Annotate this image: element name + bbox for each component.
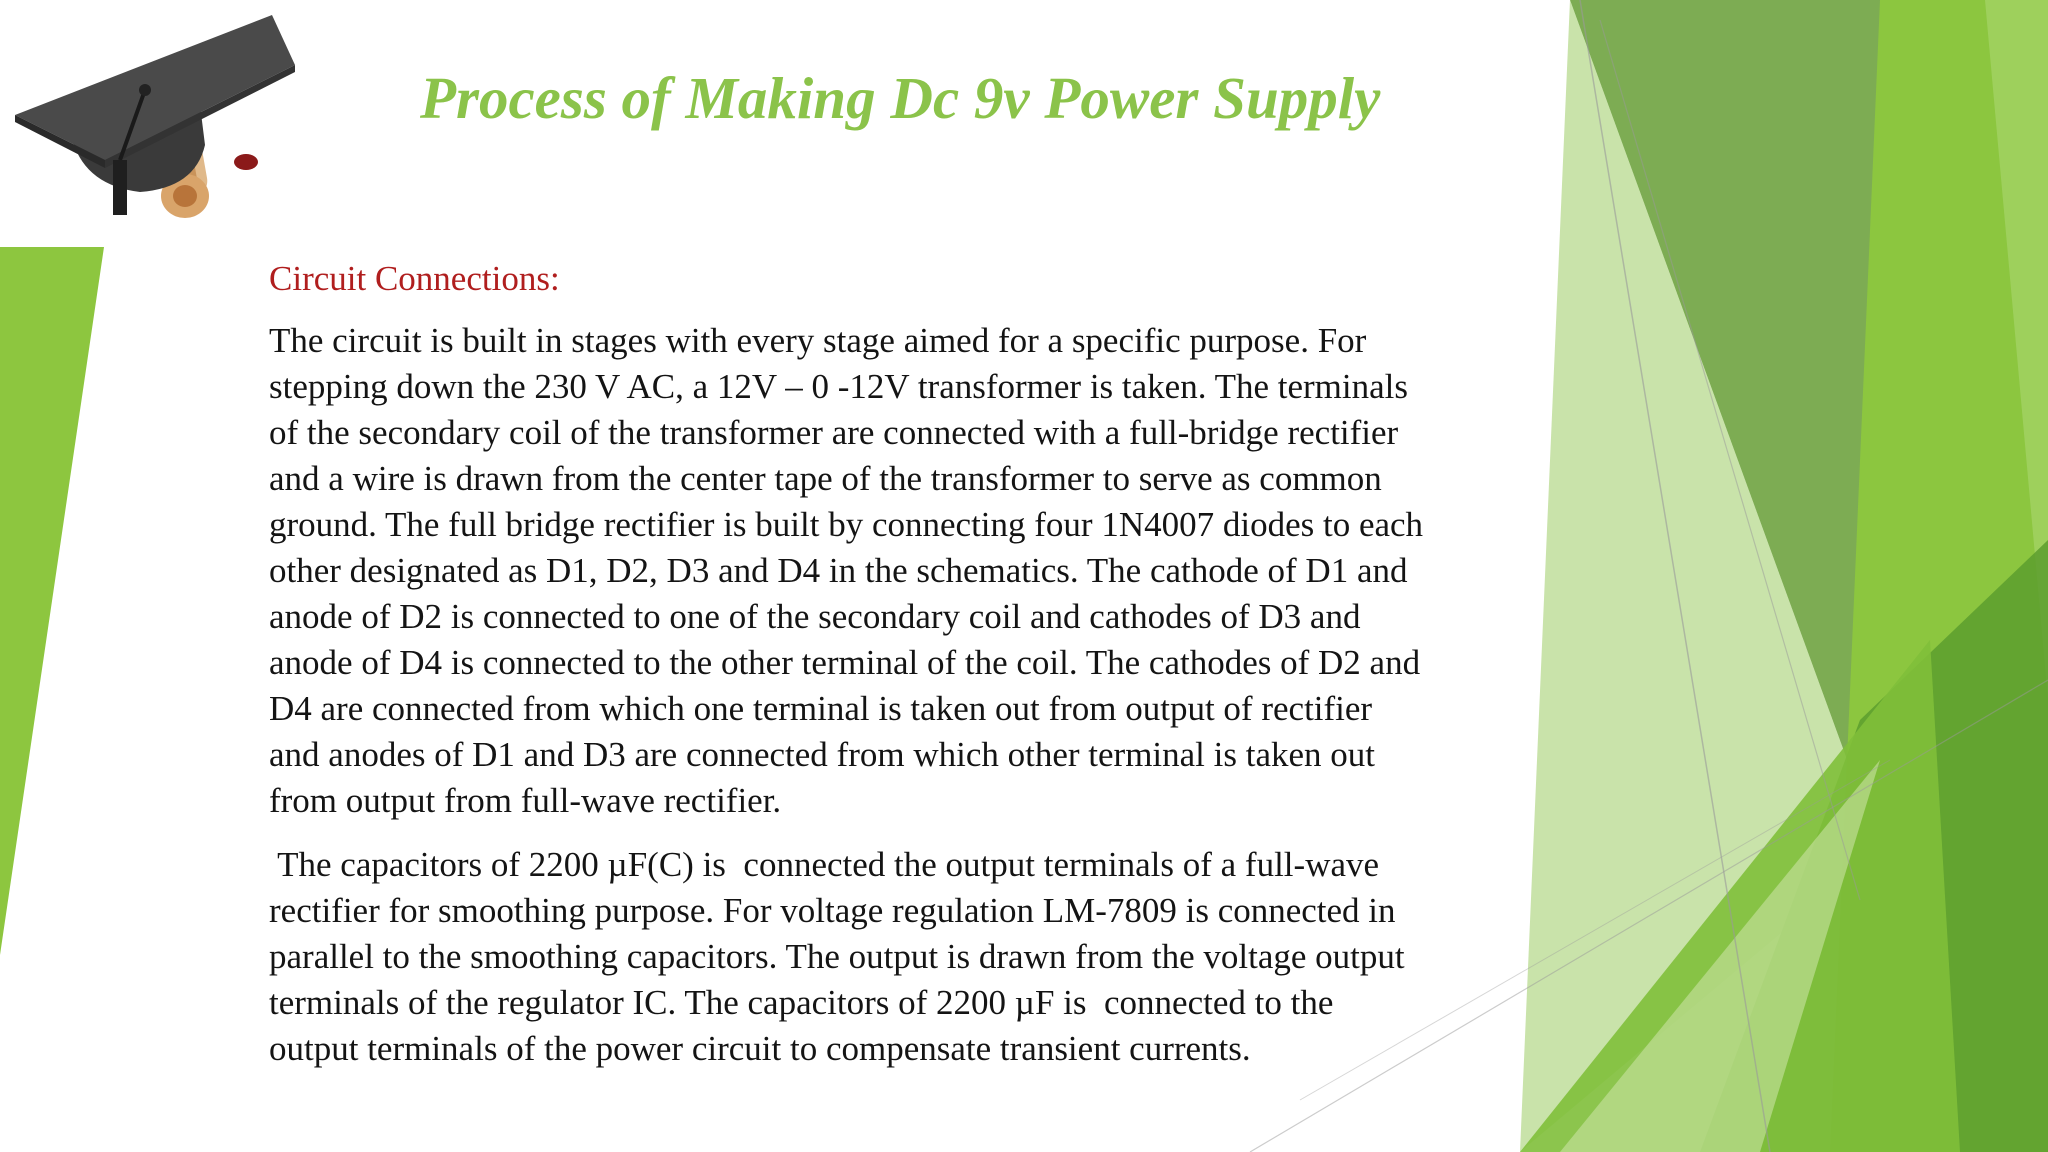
paragraph-line: from output from full-wave rectifier. <box>269 781 782 820</box>
paragraph-line: D4 are connected from which one terminal is taken out from output of rectifier <box>269 689 1373 728</box>
content-body <box>269 258 1569 1090</box>
paragraph-2 <box>269 842 1569 1072</box>
paragraph-line: and a wire is drawn from the center tape of the transformer to serve as common <box>269 459 1382 498</box>
slide-title: Process of Making Dc 9v Power Supply <box>420 65 1381 131</box>
paragraph-line: parallel to the smoothing capacitors. The output is drawn from the voltage output <box>269 937 1405 976</box>
paragraph-line: anode of D4 is connected to the other terminal of the coil. The cathodes of D2 and <box>269 643 1421 682</box>
paragraph-line: output terminals of the power circuit to compensate transient currents. <box>269 1029 1251 1068</box>
paragraph-line: anode of D2 is connected to one of the secondary coil and cathodes of D3 and <box>269 597 1361 636</box>
paragraph-line: of the secondary coil of the transformer are connected with a full-bridge rectifier <box>269 413 1399 452</box>
paragraph-line: and anodes of D1 and D3 are connected from which other terminal is taken out <box>269 735 1376 774</box>
paragraph-line: rectifier for smoothing purpose. For voltage regulation LM-7809 is connected in <box>269 891 1396 930</box>
left-green-sliver <box>0 247 104 955</box>
paragraph-1 <box>269 318 1569 824</box>
paragraph-line: other designated as D1, D2, D3 and D4 in the schematics. The cathode of D1 and <box>269 551 1408 590</box>
paragraph-line: ground. The full bridge rectifier is built by connecting four 1N4007 diodes to each <box>269 505 1424 544</box>
section-heading: Circuit Connections: <box>269 259 560 298</box>
paragraph-line: The capacitors of 2200 µF(C) is connected the output terminals of a full-wave <box>269 845 1380 884</box>
paragraph-line: The circuit is built in stages with every stage aimed for a specific purpose. For <box>269 321 1367 360</box>
tassel <box>113 160 127 215</box>
paragraph-line: terminals of the regulator IC. The capacitors of 2200 µF is connected to the <box>269 983 1334 1022</box>
graduation-cap-diploma-icon <box>10 10 300 235</box>
paragraph-line: stepping down the 230 V AC, a 12V – 0 -12V transformer is taken. The terminals <box>269 367 1408 406</box>
